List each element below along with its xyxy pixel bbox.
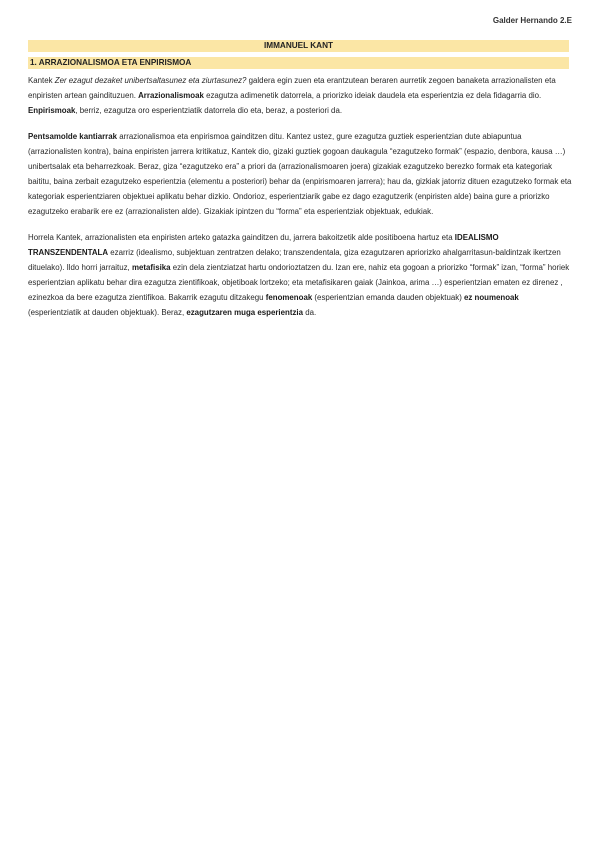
text-run: Horrela Kantek, arrazionalisten eta enpiristen arteko gatazka gainditzen du, jarrera bakoitzetik alde positiboena hartuz eta [28,233,455,242]
text-run: (esperientziatik at dauden objektuak). Beraz, [28,308,187,317]
author-header: Galder Hernando 2.E [492,16,572,25]
paragraph-3 [28,230,574,320]
section-heading: 1. ARRAZIONALISMOA ETA ENPIRISMOA [28,57,569,69]
text-run: , berriz, ezagutza oro esperientziatik datorrela dio eta, beraz, a posteriori da. [75,106,343,115]
text-run: ezagutza adimenetik datorrela, a priorizko ideiak daudela eta esperientzia ez dela fidagarria dio. [203,91,542,100]
text-run: ezin dela zientziatzat hartu ondorioztatzen du. Izan ere, nahiz eta gogoan a priorizko “formak” izan, “forma” horiek esperientzian aplikatu behar dira ezagutza zientifikoak, objetiboak lortzeko; eta metafisikaren gaiak (Jainkoa, arima …) esperientzian ematen ez direnez , ezinezkoa da bere ezagutza zientifikoa. Bakarrik ezagutu ditzakegu [28,263,570,302]
text-run: Kantek [28,76,55,85]
italic-question: Zer ezagut dezaket unibertsaltasunez eta ziurtasunez? [54,76,247,85]
bold-term: Arrazionalismoak [138,91,204,100]
document-body [28,73,574,331]
bold-term: Pentsamolde kantiarrak [28,132,118,141]
bold-term: ez noumenoak [464,293,519,302]
text-run: galdera egin zuen eta erantzutean beraren aurretik zegoen banaketa arrazionalisten eta enpiristen artean gaindituzuen. [28,76,556,100]
bold-term: ezagutzaren muga esperientzia [186,308,303,317]
text-run: da. [303,308,317,317]
bold-term: fenomenoak [265,293,313,302]
text-run: ezarriz (idealismo, subjektuan zentratzen delako; transzendentala, giza ezagutzaren apriorizko ahalgarritasun-baldintzak ikertzen dituelako). Ildo horri jarraituz, [28,248,561,272]
text-run: (esperientzian emanda dauden objektuak) [312,293,465,302]
bold-term: metafisika [131,263,171,272]
paragraph-1 [28,73,574,118]
bold-term: IDEALISMO TRANSZENDENTALA [28,233,499,257]
document-title: IMMANUEL KANT [28,40,569,52]
paragraph-2 [28,129,574,219]
bold-term: Enpirismoak [28,106,76,115]
text-run: arrazionalismoa eta enpirismoa gainditzen ditu. Kantez ustez, gure ezagutza guztiek esperientzian dute abiapuntua (arrazionalisten kontra), baina enpiristen jarrera kritikatuz, Kantek dio, gizaki guztiek gogoan daukagula “ezagutzeko formak” (espazio, denbora, kausa …) unibertsalak eta beharrezkoak. Beraz, giza “ezagutzeko era” a priori da (arrazionalismoaren joera) gizakiak ezagutzeko berezko formak eta kategoriak baititu, baina zerbait ezagutzeko esperientzia (elementu a posteriori) behar da (enpirismoaren jarrera); hau da, gizkiak jatorriz dituen ezagutzeko formak eta kategoriak esperientziaren objektuei aplikatu behar dizkio. Ondorioz, esperientziarik gabe ez dago ezagutzerik (enpiristen alde) baina gure a priorizko ezagutzeko erabarik ere ez (arrazionalisten alde). Gizakiak ipintzen du “forma” eta esperientziak objektuak, edukiak. [28,132,572,216]
